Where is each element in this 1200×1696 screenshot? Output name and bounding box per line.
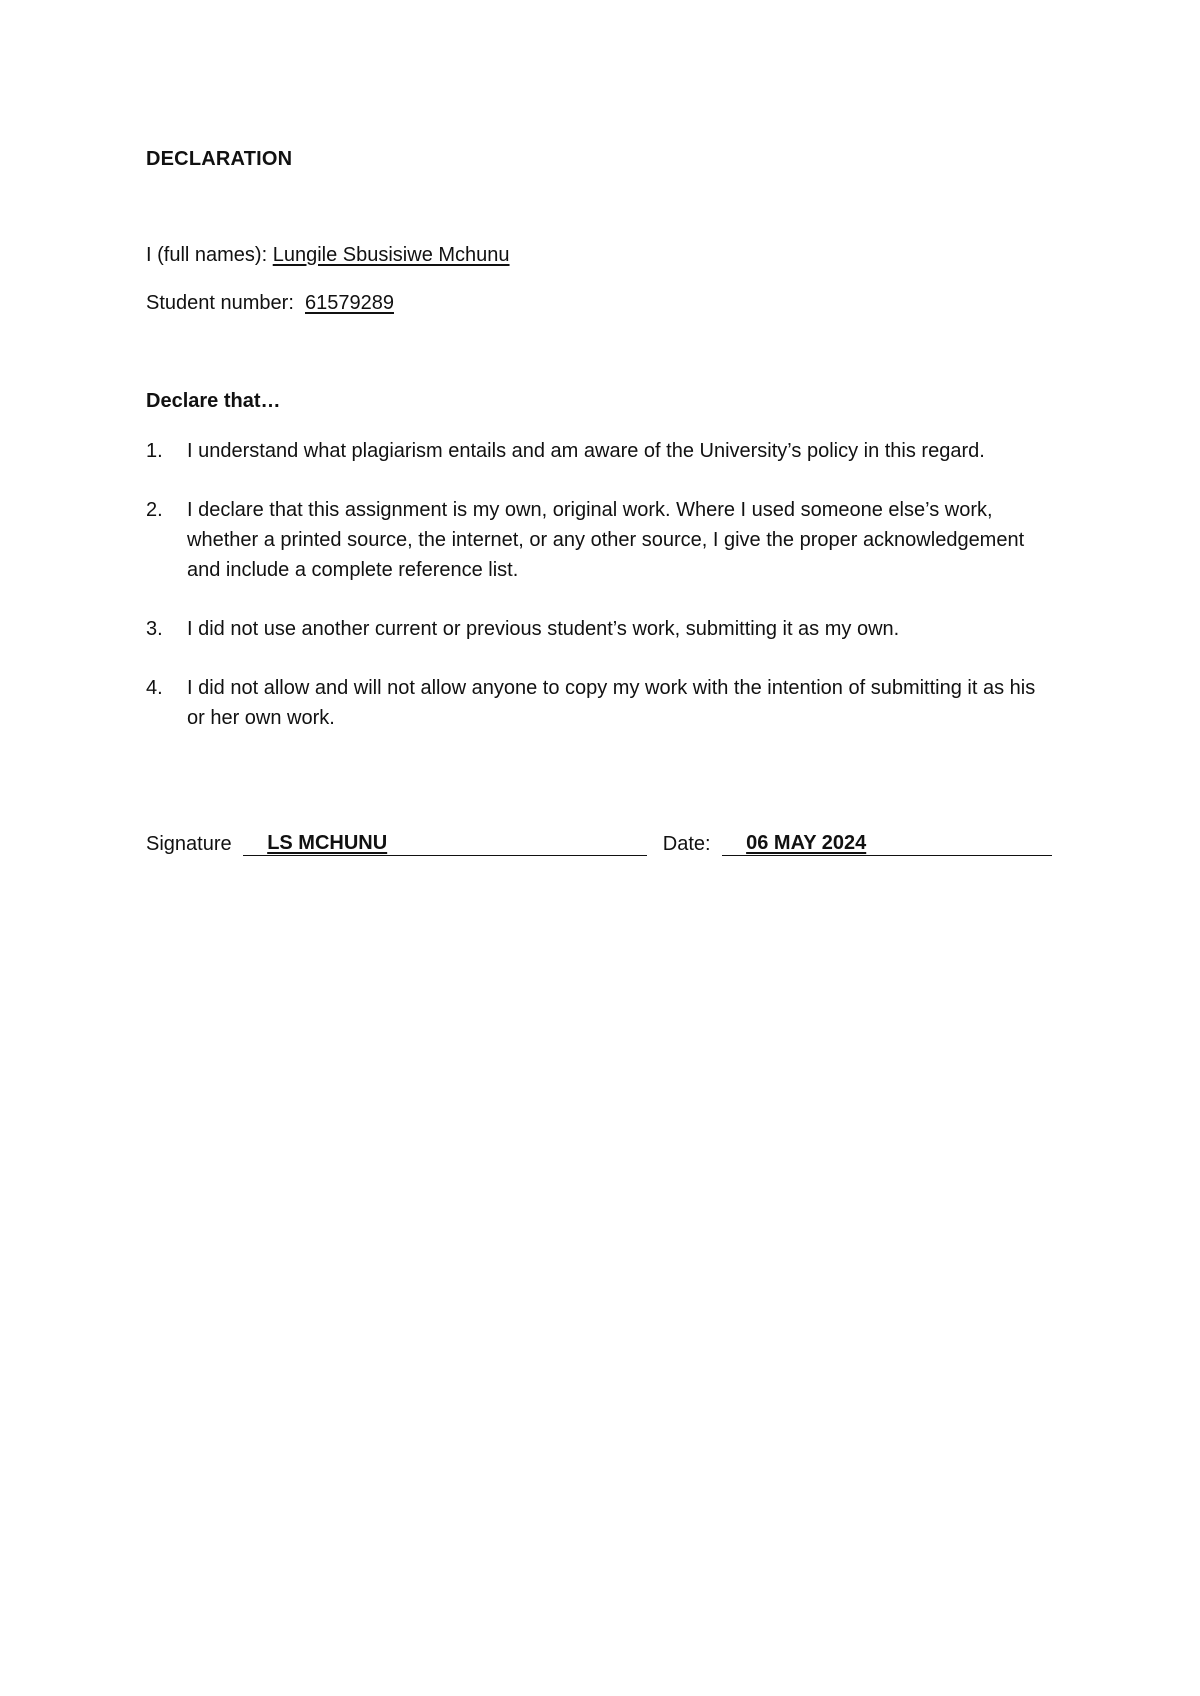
list-item-text: I did not allow and will not allow anyone to copy my work with the intention of submitting it as his or her own work. (187, 677, 1036, 729)
student-number-label: Student number: (146, 292, 294, 314)
list-item-number: 1. (146, 440, 163, 462)
list-item-number: 4. (146, 677, 163, 699)
list-item-text: I declare that this assignment is my own, original work. Where I used someone else’s work, whether a printed source, the internet, or any other source, I give the proper acknowledgement and include a complete reference list. (187, 499, 1025, 581)
date-value: 06 MAY 2024 (746, 832, 867, 854)
page-title: DECLARATION (146, 148, 293, 170)
student-number-line (146, 292, 394, 315)
student-number-value: 61579289 (305, 292, 394, 314)
list-item-text: I understand what plagiarism entails and am aware of the University’s policy in this regard. (187, 440, 985, 462)
list-item (146, 495, 1046, 585)
date-field (722, 830, 1052, 856)
list-item-number: 3. (146, 618, 163, 640)
list-item (146, 614, 1046, 644)
list-item (146, 673, 1046, 733)
declare-heading: Declare that… (146, 390, 281, 412)
date-label: Date: (662, 833, 711, 855)
list-item-text: I did not use another current or previous student’s work, submitting it as my own. (187, 618, 900, 640)
list-item-number: 2. (146, 499, 163, 521)
signature-value: LS MCHUNU (267, 832, 388, 854)
list-item (146, 436, 1046, 466)
signature-label: Signature (146, 833, 232, 855)
full-names-line (146, 244, 510, 267)
signature-row (146, 830, 1052, 856)
signature-field (243, 830, 647, 856)
full-names-value: Lungile Sbusisiwe Mchunu (272, 244, 510, 266)
full-names-label: I (full names): (146, 244, 268, 266)
declaration-list (146, 436, 1046, 762)
